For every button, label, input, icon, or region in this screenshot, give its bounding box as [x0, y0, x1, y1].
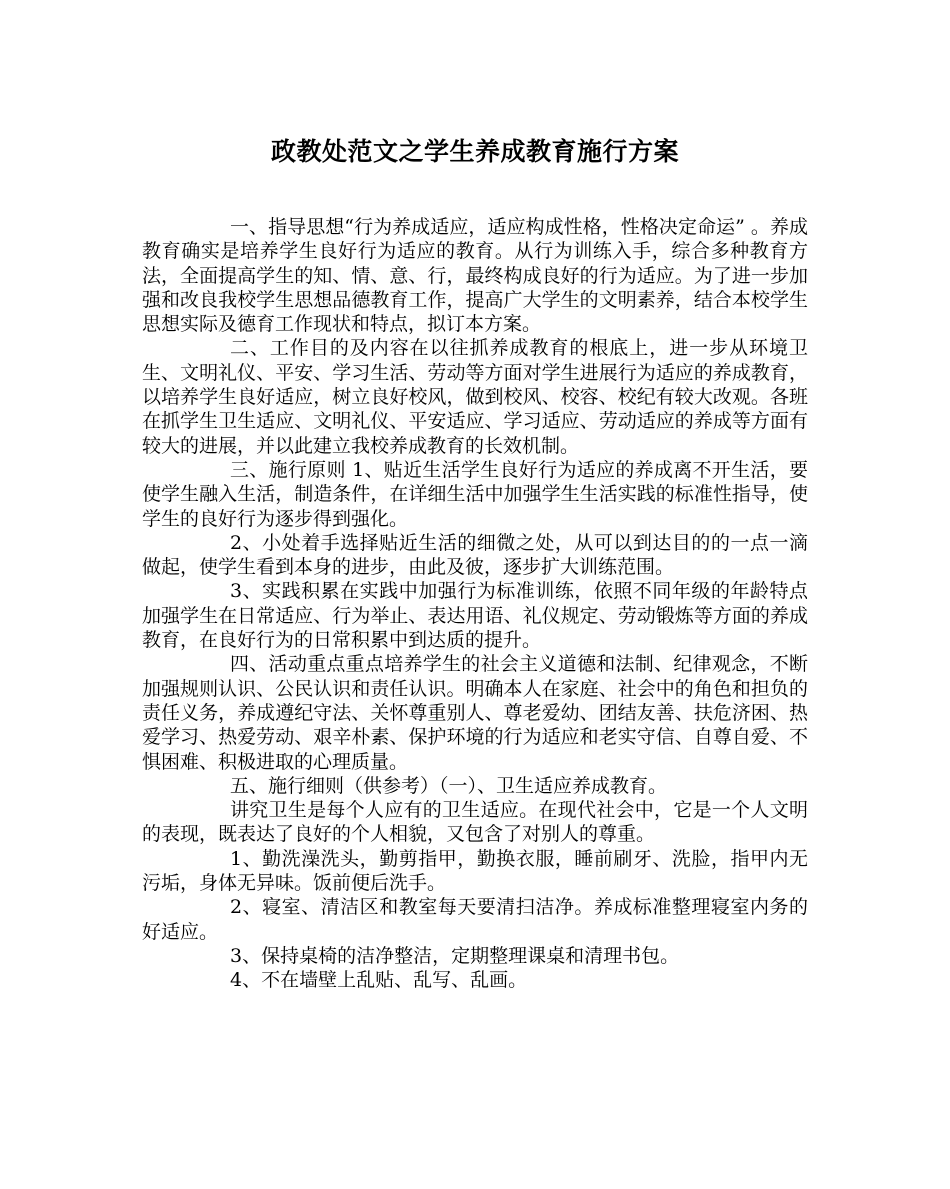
paragraph-hygiene-item-4: 4、不在墙壁上乱贴、乱写、乱画。	[230, 969, 528, 992]
paragraph-principle-1: 三、施行原则 1、贴近生活学生良好行为适应的养成离不开生活，要使学生融入生活，制造条件，在详细生活中加强学生生活实践的标准性指导，使学生的良好行为逐步得到强化。	[142, 458, 808, 530]
paragraph-hygiene-item-1: 1、勤洗澡洗头，勤剪指甲，勤换衣服，睡前刷牙、洗脸，指甲内无污垢，身体无异味。饭前便后洗手。	[142, 847, 808, 895]
paragraph-principle-2: 2、小处着手选择贴近生活的细微之处，从可以到达目的的一点一滴做起，使学生看到本身的进步，由此及彼，逐步扩大训练范围。	[142, 531, 808, 579]
paragraph-principle-3: 3、实践积累在实践中加强行为标准训练，依照不同年级的年龄特点加强学生在日常适应、行为举止、表达用语、礼仪规定、劳动锻炼等方面的养成教育，在良好行为的日常积累中到达质的提升。	[142, 580, 808, 652]
paragraph-work-goals: 二、工作目的及内容在以往抓养成教育的根底上，进一步从环境卫生、文明礼仪、平安、学习生活、劳动等方面对学生进展行为适应的养成教育，以培养学生良好适应，树立良好校风，做到校风、校容、校纪有较大改观。各班在抓学生卫生适应、文明礼仪、平安适应、学习适应、劳动适应的养成等方面有较大的进展，并以此建立我校养成教育的长效机制。	[142, 337, 808, 457]
document-title: 政教处范文之学生养成教育施行方案	[270, 137, 679, 166]
paragraph-implementation-heading: 五、施行细则（供参考）（一）、卫生适应养成教育。	[230, 774, 668, 797]
paragraph-hygiene-item-3: 3、保持桌椅的洁净整洁，定期整理课桌和清理书包。	[230, 944, 680, 967]
paragraph-activity-focus: 四、活动重点重点培养学生的社会主义道德和法制、纪律观念，不断加强规则认识、公民认识和责任认识。明确本人在家庭、社会中的角色和担负的责任义务，养成遵纪守法、关怀尊重别人、尊老爱幼、团结友善、扶危济困、热爱学习、热爱劳动、艰辛朴素、保护环境的行为适应和老实守信、自尊自爱、不惧困难、积极进取的心理质量。	[142, 653, 808, 773]
document-body	[142, 215, 808, 993]
paragraph-guiding-ideology: 一、指导思想“行为养成适应，适应构成性格，性格决定命运” 。养成教育确实是培养学生良好行为适应的教育。从行为训练入手，综合多种教育方法，全面提高学生的知、情、意、行，最终构成良好的行为适应。为了进一步加强和改良我校学生思想品德教育工作，提高广大学生的文明素养，结合本校学生思想实际及德育工作现状和特点，拟订本方案。	[142, 216, 808, 336]
paragraph-hygiene-item-2: 2、寝室、清洁区和教室每天要清扫洁净。养成标准整理寝室内务的好适应。	[142, 896, 808, 943]
paragraph-hygiene-intro: 讲究卫生是每个人应有的卫生适应。在现代社会中，它是一个人文明的表现，既表达了良好的个人相貌，又包含了对别人的尊重。	[142, 799, 808, 846]
